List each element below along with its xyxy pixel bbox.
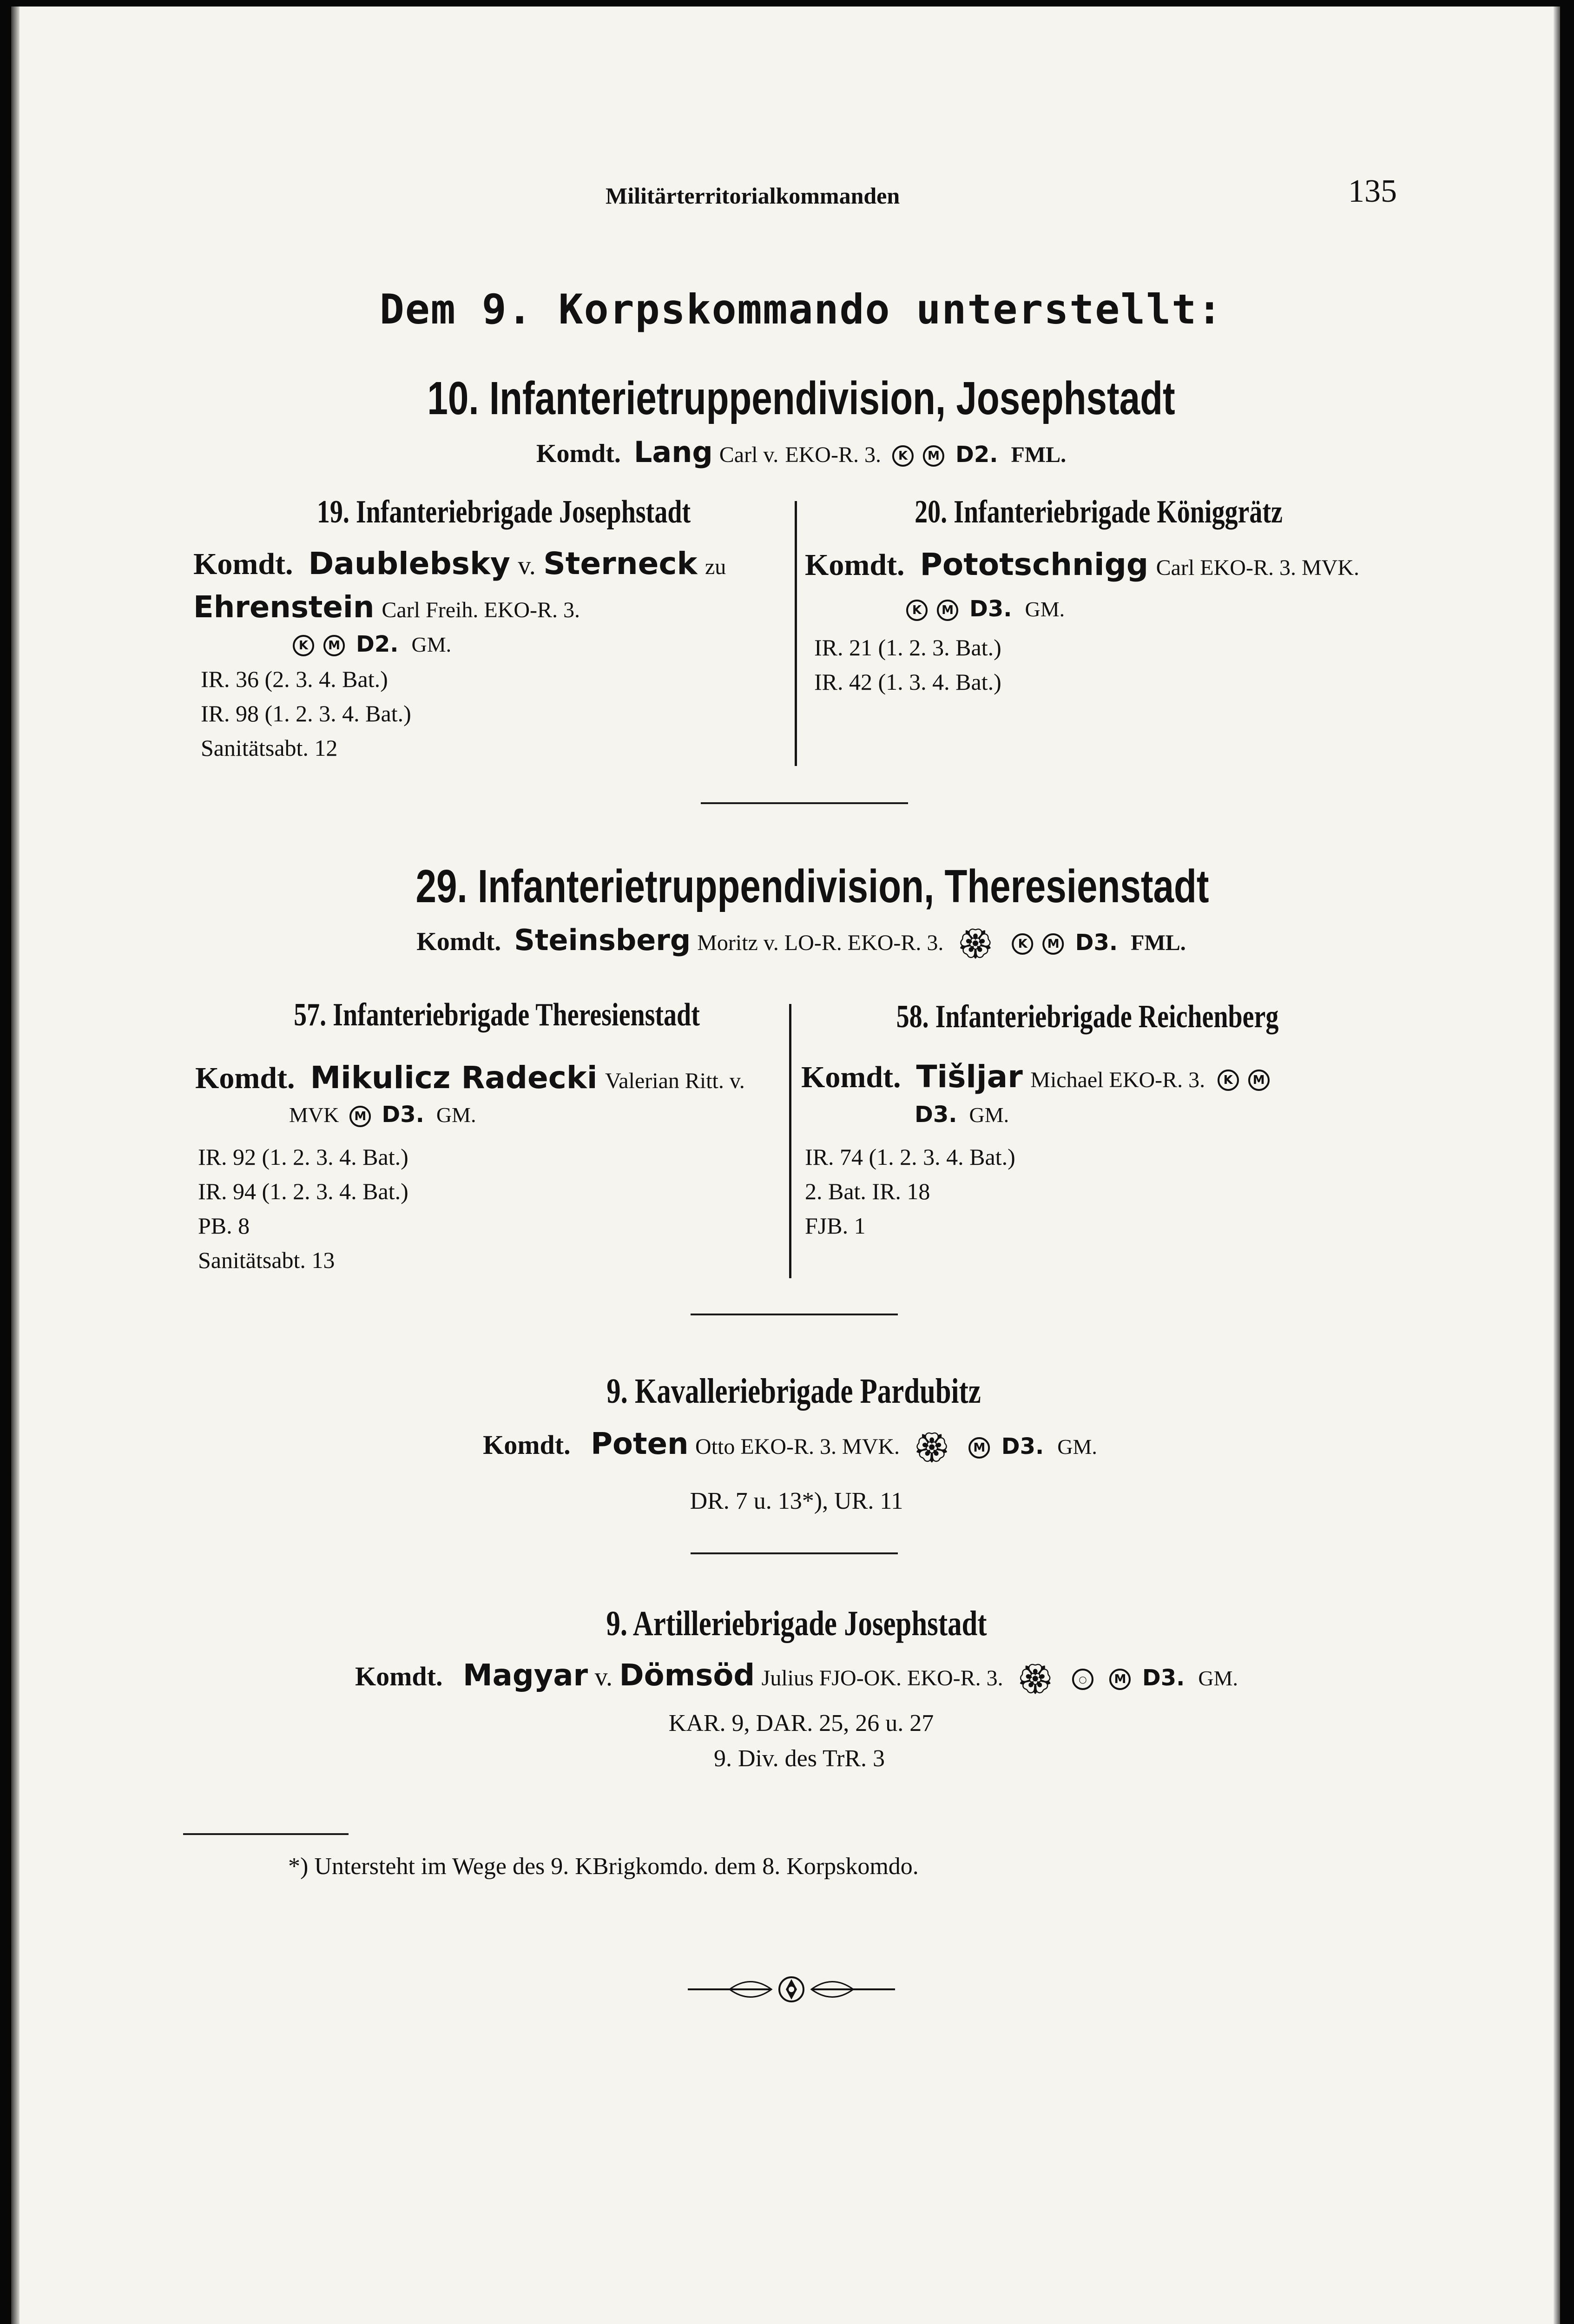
bde20-cmd-label: Komdt. [805, 548, 905, 582]
m-order-icon: M [1043, 933, 1064, 955]
bde20-cmd-line1 [805, 547, 1359, 583]
bde19-name-b: Sterneck [543, 546, 698, 581]
footnote: *) Untersteht im Wege des 9. KBrigkomdo. dem 8. Korpskomdo. [288, 1853, 919, 1880]
separator-rule [691, 1552, 898, 1554]
bde19-von: v. [518, 551, 536, 580]
div29-commander-line [416, 923, 1186, 959]
art-units-2: 9. Div. des TrR. 3 [714, 1745, 885, 1772]
art-orders: D3. [1142, 1665, 1185, 1691]
div29-title: 29. Infanterietruppendivision, Theresienstadt [415, 860, 1209, 912]
bde19-cmd-line2 [193, 590, 580, 625]
art-details: Julius FJO-OK. EKO-R. 3. [761, 1666, 1003, 1690]
bde20-unit-1: IR. 21 (1. 2. 3. Bat.) [814, 634, 1001, 660]
bde19-name-c: Ehrenstein [193, 590, 375, 625]
bde58-cmd-label: Komdt. [801, 1060, 901, 1094]
bde57-cmd-label: Komdt. [195, 1061, 295, 1095]
bde57-unit-3: PB. 8 [198, 1213, 250, 1239]
div29-cmd-label: Komdt. [416, 927, 501, 956]
small-ring-icon: ○ [1072, 1669, 1093, 1690]
bde58-rank: GM. [969, 1103, 1009, 1127]
bde19-zu: zu [705, 555, 726, 579]
bde58-name: Tišljar [916, 1059, 1023, 1095]
bde57-name: Mikulicz Radecki [310, 1060, 598, 1096]
m-order-icon: M [349, 1106, 371, 1127]
cav-orders: D3. [1001, 1433, 1044, 1459]
div29-cmd-name: Steinsberg [514, 923, 691, 957]
art-rank: GM. [1198, 1666, 1238, 1690]
bde19-cmd-label: Komdt. [193, 547, 293, 581]
m-order-icon: M [923, 445, 944, 467]
bde57-details: Valerian Ritt. v. [605, 1069, 745, 1093]
div10-cmd-label: Komdt. [536, 439, 621, 468]
page-edge-right [1554, 7, 1560, 2324]
separator-rule [701, 802, 908, 804]
scanned-page [11, 7, 1560, 2324]
bde20-title: 20. Infanteriebrigade Königgrätz [915, 494, 1283, 530]
art-units-1: KAR. 9, DAR. 25, 26 u. 27 [668, 1710, 934, 1736]
bde19-unit-3: Sanitätsabt. 12 [201, 735, 338, 761]
bde58-cmd-line1 [801, 1059, 1274, 1095]
div10-commander-line [536, 435, 1066, 469]
div29-cmd-rank: FML. [1131, 931, 1186, 955]
bde57-unit-2: IR. 94 (1. 2. 3. 4. Bat.) [198, 1178, 408, 1204]
div10-cmd-rank: FML. [1011, 442, 1067, 467]
footnote-rule [183, 1833, 349, 1835]
div10-cmd-orders-b: D2. [955, 442, 998, 468]
separator-rule [691, 1314, 898, 1315]
art-commander-line [355, 1658, 1238, 1694]
section-heading: Dem 9. Korpskommando unterstellt: [379, 285, 1223, 333]
div10-title: 10. Infanterietruppendivision, Josephstadt [427, 372, 1175, 424]
bde58-cmd-line2 [915, 1101, 1009, 1128]
bde20-orders: D3. [969, 596, 1012, 622]
m-order-icon: M [937, 600, 958, 621]
page-number: 135 [1348, 173, 1397, 209]
bde19-cmd-line3 [288, 628, 451, 658]
running-title: Militärterritorialkommanden [606, 183, 900, 209]
decoration-ring-icon: 🏵 [1016, 1662, 1054, 1696]
m-order-icon: M [1248, 1070, 1270, 1091]
bde19-name-a: Daublebsky [308, 546, 510, 581]
k-order-icon: K [906, 600, 928, 621]
art-title: 9. Artilleriebrigade Josephstadt [606, 1604, 987, 1643]
k-order-icon: K [293, 635, 314, 656]
bde19-cmd-line1 [193, 546, 726, 582]
bde58-details: Michael EKO-R. 3. [1030, 1068, 1205, 1092]
bde57-line2-a: MVK [289, 1103, 339, 1127]
bde19-title: 19. Infanteriebrigade Josephstadt [316, 494, 691, 530]
bde20-unit-2: IR. 42 (1. 3. 4. Bat.) [814, 669, 1001, 695]
cav-name: Poten [591, 1427, 689, 1461]
decoration-ring-icon: 🏵 [956, 927, 994, 961]
bde20-name: Pototschnigg [920, 547, 1149, 582]
cav-title: 9. Kavalleriebrigade Pardubitz [606, 1372, 981, 1411]
bde19-details: Carl Freih. EKO-R. 3. [382, 598, 580, 622]
bde57-orders: D3. [382, 1102, 424, 1128]
bde57-title: 57. Infanteriebrigade Theresienstadt [294, 997, 700, 1033]
bde58-unit-1: IR. 74 (1. 2. 3. 4. Bat.) [805, 1144, 1015, 1170]
bde19-unit-1: IR. 36 (2. 3. 4. Bat.) [201, 666, 388, 692]
m-order-icon: M [323, 635, 345, 656]
bde20-details: Carl EKO-R. 3. MVK. [1156, 555, 1359, 580]
k-order-icon: K [1218, 1070, 1239, 1091]
div10-cmd-name: Lang [633, 435, 713, 469]
bde57-cmd-line1 [195, 1060, 745, 1096]
div29-cmd-orders: D3. [1075, 930, 1118, 956]
div10-cmd-orders-a: EKO-R. 3. [785, 442, 881, 467]
art-cmd-label: Komdt. [355, 1661, 443, 1691]
cav-details: Otto EKO-R. 3. MVK. [695, 1434, 900, 1459]
cav-units: DR. 7 u. 13*), UR. 11 [690, 1488, 903, 1514]
bde58-unit-3: FJB. 1 [805, 1213, 866, 1239]
decoration-ring-icon: 🏵 [913, 1431, 951, 1464]
bde58-orders: D3. [915, 1102, 957, 1128]
bde57-unit-4: Sanitätsabt. 13 [198, 1247, 335, 1273]
bde19-orders: D2. [356, 631, 399, 657]
art-name-b: Dömsöd [619, 1658, 755, 1693]
bde58-title: 58. Infanteriebrigade Reichenberg [896, 999, 1279, 1035]
bde20-cmd-line2 [902, 593, 1065, 623]
cav-cmd-label: Komdt. [483, 1430, 571, 1460]
bde19-rank: GM. [411, 633, 452, 656]
div29-cmd-details: Moritz v. LO-R. EKO-R. 3. [697, 931, 944, 955]
k-order-icon: K [892, 445, 914, 467]
m-order-icon: M [1109, 1669, 1131, 1690]
bde19-unit-2: IR. 98 (1. 2. 3. 4. Bat.) [201, 700, 411, 726]
ornament-divider-icon [688, 1975, 895, 2003]
page-edge-left [11, 7, 20, 2324]
bde57-unit-1: IR. 92 (1. 2. 3. 4. Bat.) [198, 1144, 408, 1170]
art-von: v. [594, 1663, 612, 1691]
bde57-rank: GM. [436, 1103, 476, 1127]
k-order-icon: K [1012, 933, 1034, 955]
cav-commander-line [483, 1427, 1097, 1463]
art-name-a: Magyar [462, 1658, 588, 1693]
bde20-rank: GM. [1025, 597, 1065, 621]
m-order-icon: M [968, 1437, 990, 1459]
column-divider [795, 501, 797, 766]
column-divider [789, 1004, 791, 1278]
bde57-cmd-line2 [289, 1101, 476, 1128]
div10-cmd-first: Carl v. [719, 442, 779, 467]
bde58-unit-2: 2. Bat. IR. 18 [805, 1178, 930, 1204]
cav-rank: GM. [1057, 1435, 1097, 1459]
